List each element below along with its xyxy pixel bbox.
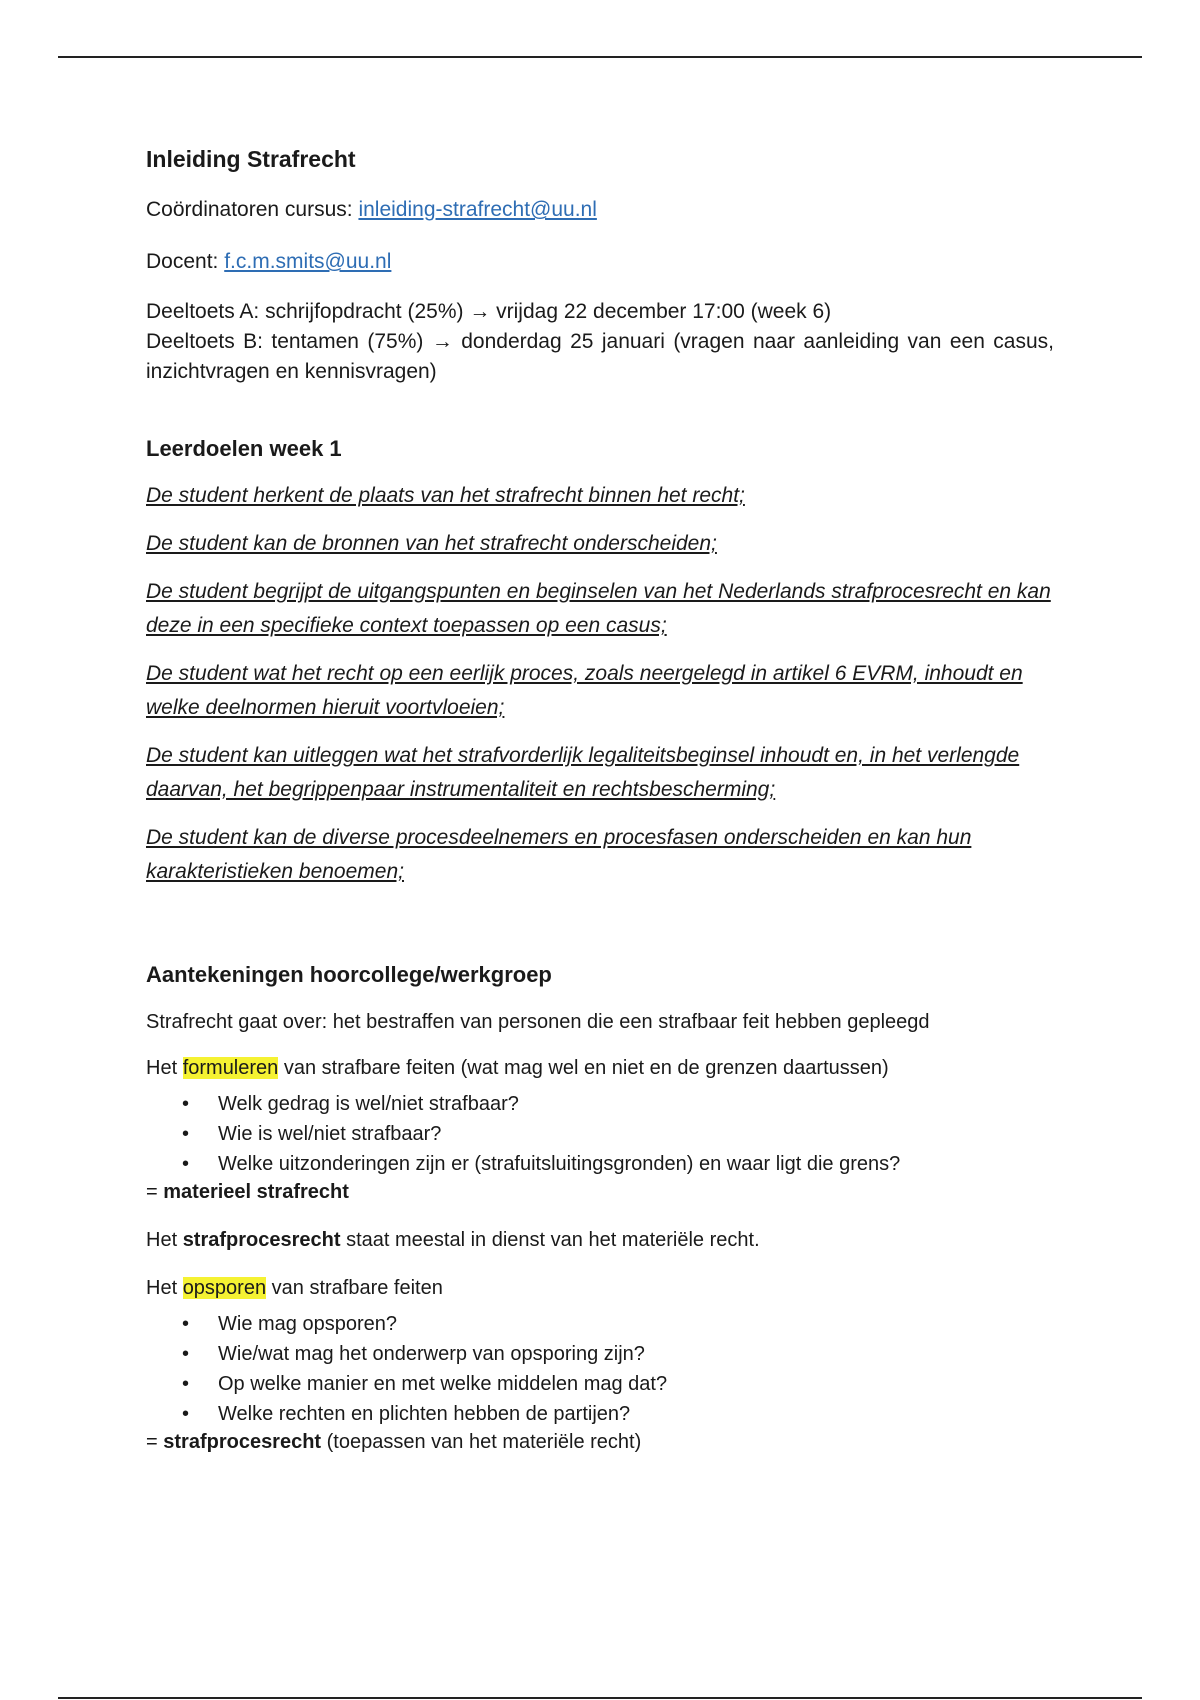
- list-item: • Welke uitzonderingen zijn er (strafuitsluitingsgronden) en waar ligt die grens?: [146, 1149, 1054, 1179]
- document-page: [146, 143, 1054, 1455]
- conclusion-post: (toepassen van het materiële recht): [321, 1431, 642, 1453]
- procedural-post: staat meestal in dienst van het materiële recht.: [340, 1229, 760, 1251]
- formulate-highlight: formuleren: [182, 1057, 279, 1079]
- detect-highlight: opsporen: [182, 1277, 267, 1299]
- goal-item: De student kan de bronnen van het strafrecht onderscheiden;: [146, 532, 717, 555]
- header-rule: [58, 56, 1142, 58]
- goal-item: De student kan uitleggen wat het strafvorderlijk legaliteitsbeginsel inhoudt en, in het verlengde daarvan, het begrippenpaar instrumentaliteit en rechtsbescherming;: [146, 744, 1020, 801]
- procedural-pre: Het: [146, 1229, 183, 1251]
- goal-item: De student begrijpt de uitgangspunten en beginselen van het Nederlands strafprocesrecht en kan deze in een specifieke context toepassen op een casus;: [146, 580, 1051, 637]
- formulate-post: van strafbare feiten (wat mag wel en niet en de grenzen daartussen): [278, 1057, 889, 1079]
- detect-pre: Het: [146, 1277, 183, 1299]
- procedural-line: [146, 1225, 1054, 1255]
- teacher-line: [146, 247, 1054, 277]
- list-item: • Wie/wat mag het onderwerp van opsporing zijn?: [146, 1339, 1054, 1369]
- teacher-label: Docent:: [146, 250, 225, 273]
- teacher-email-link[interactable]: f.c.m.smits@uu.nl: [224, 250, 392, 273]
- goal-item: De student herkent de plaats van het strafrecht binnen het recht;: [146, 484, 745, 507]
- notes-heading: Aantekeningen hoorcollege/werkgroep: [146, 962, 552, 987]
- list-item: • Welk gedrag is wel/niet strafbaar?: [146, 1089, 1054, 1119]
- detect-list: [146, 1309, 1054, 1429]
- formulate-list: [146, 1089, 1054, 1179]
- list-item: • Welke rechten en plichten hebben de partijen?: [146, 1399, 1054, 1429]
- list-item: • Wie mag opsporen?: [146, 1309, 1054, 1339]
- document-title: Inleiding Strafrecht: [146, 146, 356, 172]
- conclusion-line: [146, 1429, 1054, 1455]
- formulate-pre: Het: [146, 1057, 183, 1079]
- formulate-line: [146, 1053, 1054, 1083]
- goal-item: De student kan de diverse procesdeelnemers en procesfasen onderscheiden en kan hun karakteristieken benoemen;: [146, 826, 972, 883]
- list-item: • Op welke manier en met welke middelen mag dat?: [146, 1369, 1054, 1399]
- coordinators-label: Coördinatoren cursus:: [146, 198, 359, 221]
- material-pre: =: [146, 1181, 164, 1203]
- material-line: [146, 1179, 1054, 1205]
- material-bold: materieel strafrecht: [163, 1181, 349, 1203]
- goal-item: De student wat het recht op een eerlijk proces, zoals neergelegd in artikel 6 EVRM, inhoudt en welke deelnormen hieruit voortvloeien;: [146, 662, 1023, 719]
- conclusion-pre: =: [146, 1431, 164, 1453]
- procedural-bold: strafprocesrecht: [182, 1229, 341, 1251]
- conclusion-bold: strafprocesrecht: [163, 1431, 322, 1453]
- notes-intro: Strafrecht gaat over: het bestraffen van personen die een strafbaar feit hebben gepleegd: [146, 1011, 930, 1033]
- test-b-line: Deeltoets B: tentamen (75%) → donderdag 25 januari (vragen naar aanleiding van een casus, inzichtvragen en kennisvragen): [146, 330, 1054, 383]
- test-a-line: Deeltoets A: schrijfopdracht (25%) → vrijdag 22 december 17:00 (week 6): [146, 300, 832, 323]
- coordinators-line: [146, 195, 1054, 225]
- coordinators-email-link[interactable]: inleiding-strafrecht@uu.nl: [358, 198, 597, 221]
- goals-heading: Leerdoelen week 1: [146, 436, 342, 461]
- detect-post: van strafbare feiten: [266, 1277, 443, 1299]
- detect-line: [146, 1273, 1054, 1303]
- footer-rule: [58, 1697, 1142, 1699]
- list-item: • Wie is wel/niet strafbaar?: [146, 1119, 1054, 1149]
